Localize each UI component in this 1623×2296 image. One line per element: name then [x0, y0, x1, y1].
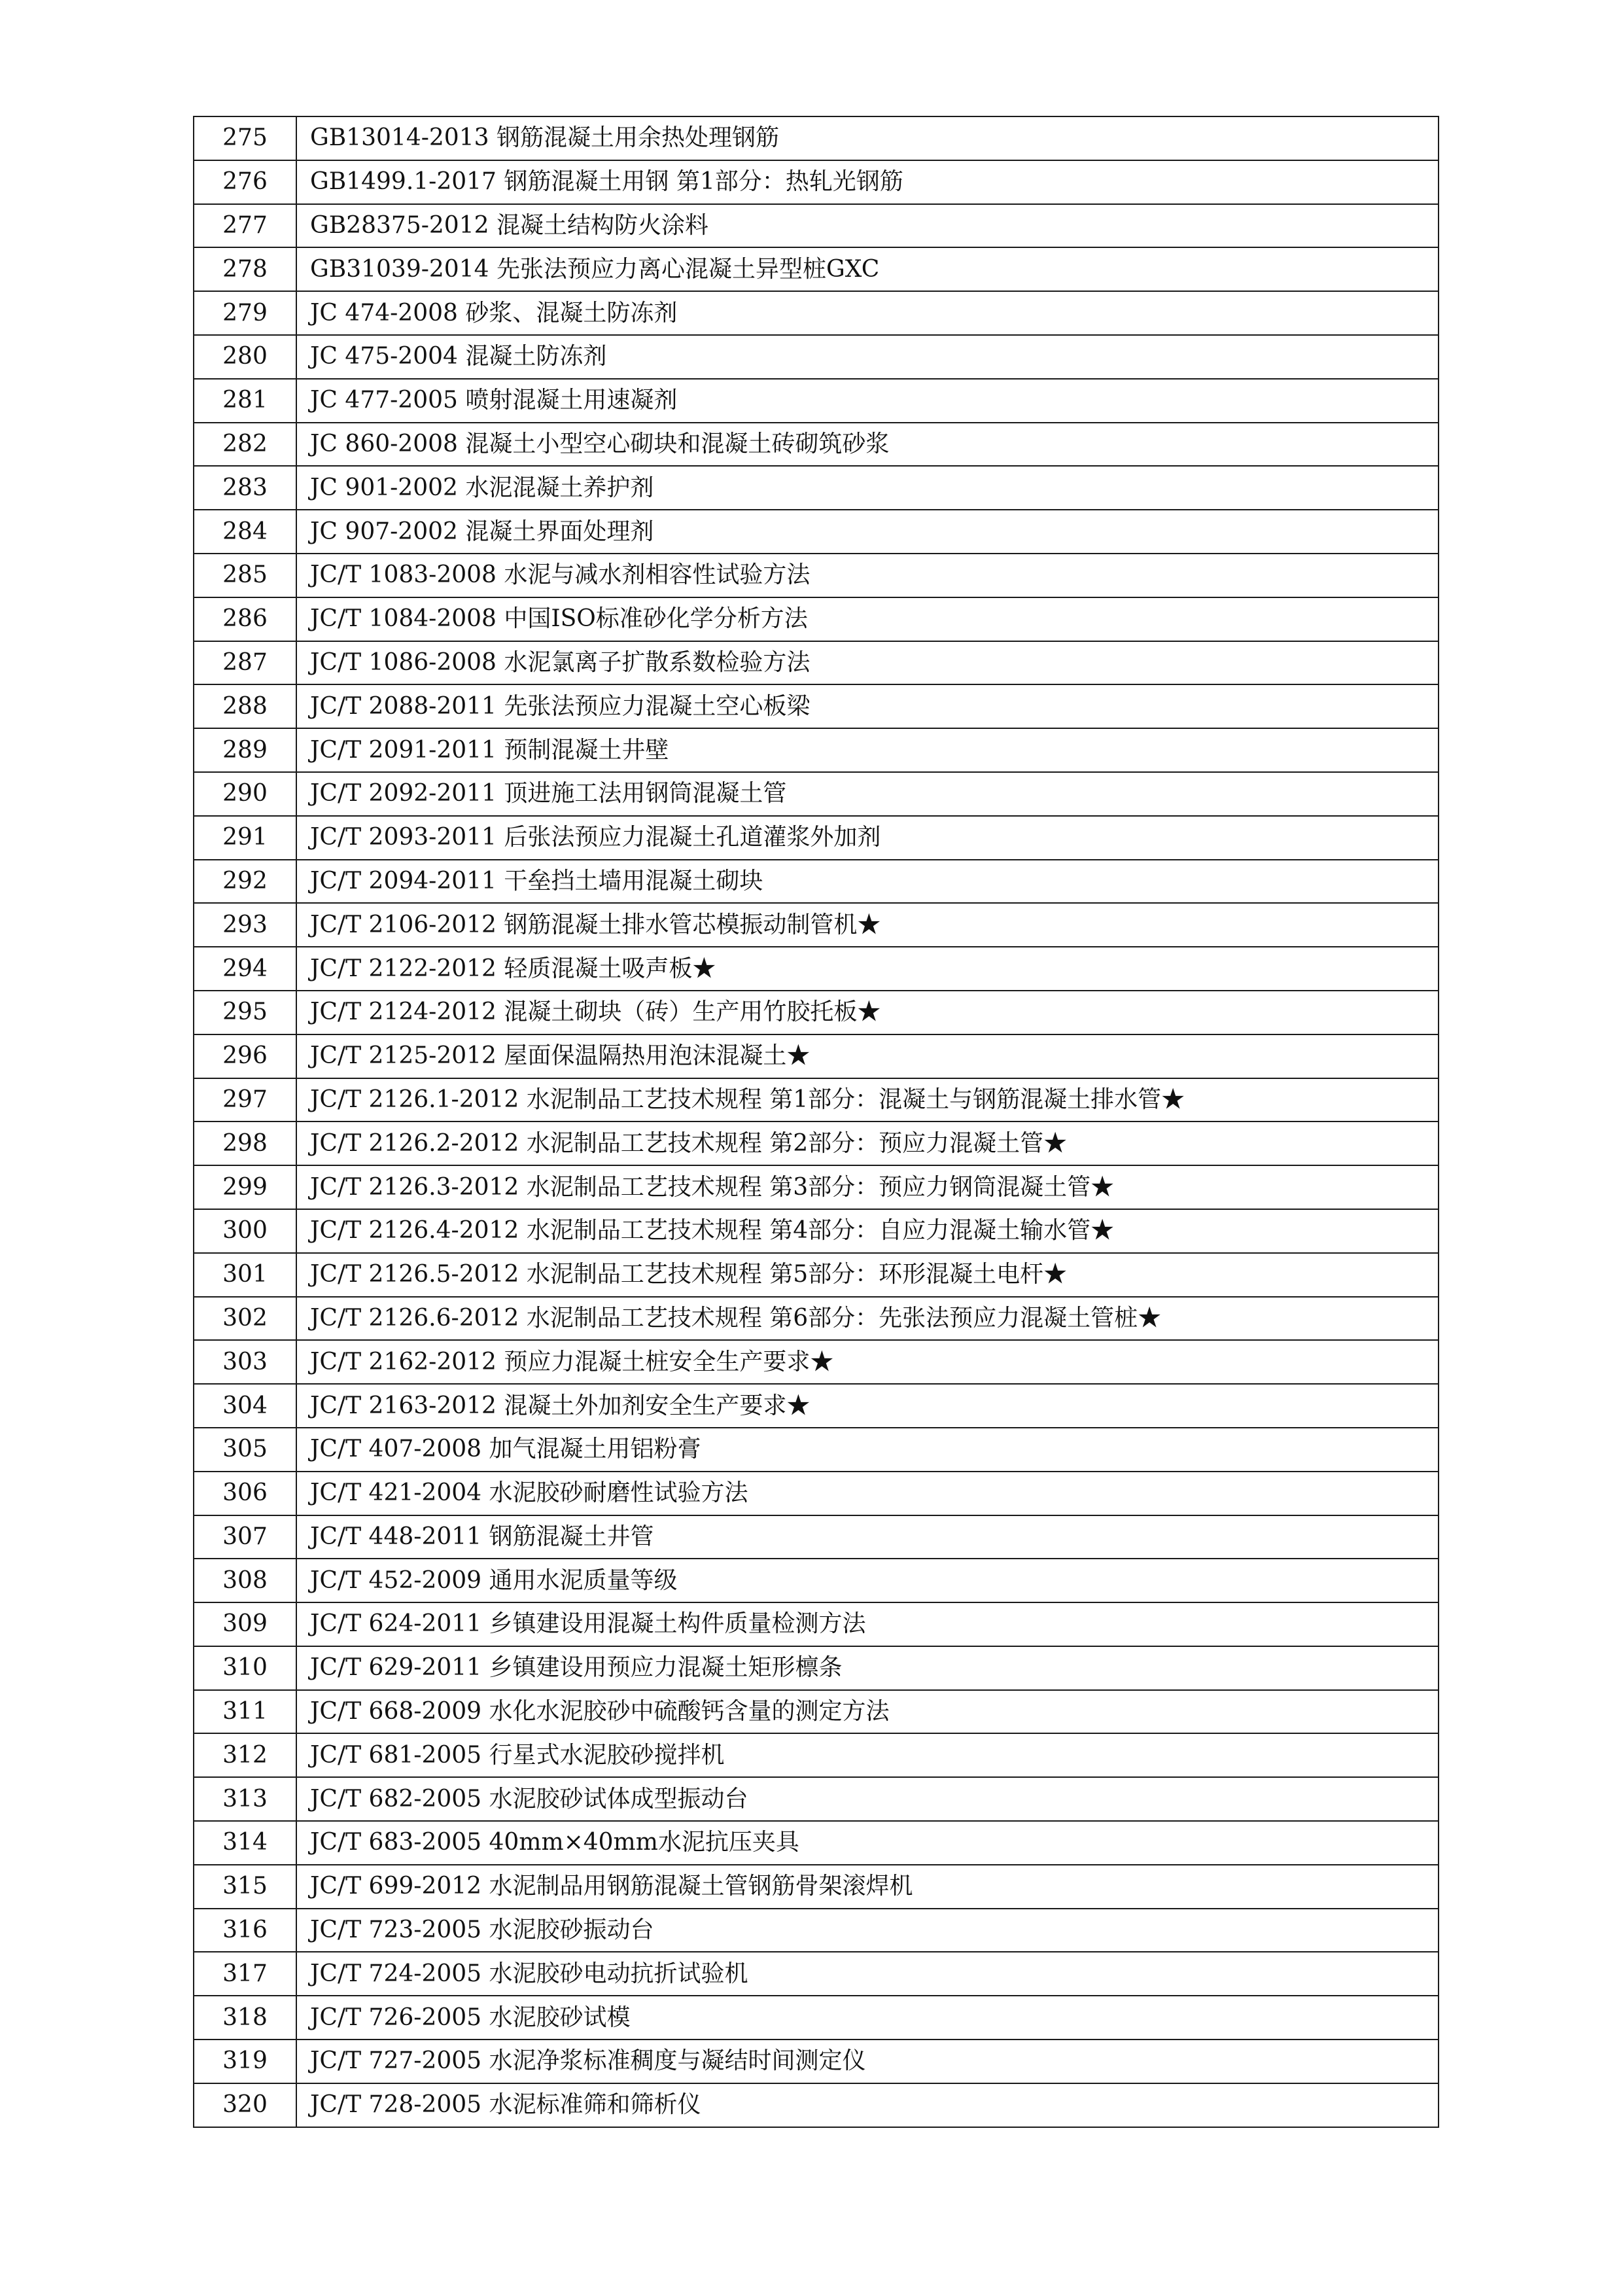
- table-row: [194, 1253, 1439, 1297]
- row-number: 292: [194, 860, 296, 904]
- standard-title: JC/T 699-2012 水泥制品用钢筋混凝土管钢筋骨架滚焊机: [296, 1865, 1439, 1909]
- row-number: 300: [194, 1209, 296, 1253]
- standard-title: JC/T 2162-2012 预应力混凝土桩安全生产要求★: [296, 1340, 1439, 1384]
- standard-title: JC 907-2002 混凝土界面处理剂: [296, 510, 1439, 554]
- standard-title: JC/T 2126.4-2012 水泥制品工艺技术规程 第4部分：自应力混凝土输水管★: [296, 1209, 1439, 1253]
- standard-title: GB31039-2014 先张法预应力离心混凝土异型桩GXC: [296, 247, 1439, 291]
- row-number: 295: [194, 991, 296, 1034]
- table-row: [194, 860, 1439, 904]
- table-row: [194, 423, 1439, 467]
- standard-title: JC/T 2126.5-2012 水泥制品工艺技术规程 第5部分：环形混凝土电杆★: [296, 1253, 1439, 1297]
- table-row: [194, 116, 1439, 160]
- standards-table: [193, 116, 1439, 2128]
- table-row: [194, 1165, 1439, 1209]
- row-number: 308: [194, 1559, 296, 1602]
- table-body: [194, 116, 1439, 2127]
- row-number: 281: [194, 379, 296, 423]
- standard-title: JC/T 2163-2012 混凝土外加剂安全生产要求★: [296, 1384, 1439, 1428]
- standard-title: JC/T 1083-2008 水泥与减水剂相容性试验方法: [296, 554, 1439, 597]
- row-number: 305: [194, 1428, 296, 1472]
- standard-title: GB13014-2013 钢筋混凝土用余热处理钢筋: [296, 116, 1439, 160]
- standard-title: JC/T 2091-2011 预制混凝土井壁: [296, 728, 1439, 772]
- standard-title: JC 475-2004 混凝土防冻剂: [296, 335, 1439, 379]
- row-number: 275: [194, 116, 296, 160]
- standard-title: JC/T 724-2005 水泥胶砂电动抗折试验机: [296, 1952, 1439, 1996]
- standard-title: JC/T 2092-2011 顶进施工法用钢筒混凝土管: [296, 772, 1439, 816]
- table-row: [194, 1122, 1439, 1165]
- row-number: 313: [194, 1777, 296, 1821]
- table-row: [194, 1733, 1439, 1777]
- table-row: [194, 1952, 1439, 1996]
- standard-title: JC 477-2005 喷射混凝土用速凝剂: [296, 379, 1439, 423]
- standard-title: JC/T 727-2005 水泥净浆标准稠度与凝结时间测定仪: [296, 2040, 1439, 2083]
- table-row: [194, 1209, 1439, 1253]
- table-row: [194, 1384, 1439, 1428]
- row-number: 301: [194, 1253, 296, 1297]
- table-row: [194, 728, 1439, 772]
- standard-title: JC/T 2093-2011 后张法预应力混凝土孔道灌浆外加剂: [296, 816, 1439, 860]
- standard-title: JC/T 452-2009 通用水泥质量等级: [296, 1559, 1439, 1602]
- row-number: 287: [194, 641, 296, 685]
- row-number: 283: [194, 466, 296, 510]
- table-row: [194, 1428, 1439, 1472]
- standard-title: JC/T 629-2011 乡镇建设用预应力混凝土矩形檩条: [296, 1646, 1439, 1690]
- row-number: 304: [194, 1384, 296, 1428]
- table-row: [194, 1034, 1439, 1078]
- table-row: [194, 1909, 1439, 1952]
- standard-title: JC/T 723-2005 水泥胶砂振动台: [296, 1909, 1439, 1952]
- standard-title: JC/T 2126.6-2012 水泥制品工艺技术规程 第6部分：先张法预应力混凝土管桩★: [296, 1297, 1439, 1341]
- table-row: [194, 510, 1439, 554]
- table-row: [194, 816, 1439, 860]
- table-row: [194, 466, 1439, 510]
- standard-title: JC/T 624-2011 乡镇建设用混凝土构件质量检测方法: [296, 1602, 1439, 1646]
- row-number: 319: [194, 2040, 296, 2083]
- standard-title: JC/T 2126.2-2012 水泥制品工艺技术规程 第2部分：预应力混凝土管★: [296, 1122, 1439, 1165]
- row-number: 314: [194, 1821, 296, 1865]
- row-number: 289: [194, 728, 296, 772]
- standard-title: JC/T 2126.1-2012 水泥制品工艺技术规程 第1部分：混凝土与钢筋混凝土排水管★: [296, 1078, 1439, 1122]
- table-row: [194, 247, 1439, 291]
- table-row: [194, 597, 1439, 641]
- row-number: 318: [194, 1996, 296, 2040]
- row-number: 306: [194, 1472, 296, 1515]
- table-row: [194, 684, 1439, 728]
- row-number: 286: [194, 597, 296, 641]
- row-number: 315: [194, 1865, 296, 1909]
- row-number: 293: [194, 903, 296, 947]
- row-number: 310: [194, 1646, 296, 1690]
- table-row: [194, 1297, 1439, 1341]
- standard-title: JC/T 421-2004 水泥胶砂耐磨性试验方法: [296, 1472, 1439, 1515]
- standard-title: GB1499.1-2017 钢筋混凝土用钢 第1部分：热轧光钢筋: [296, 160, 1439, 204]
- standard-title: JC/T 2126.3-2012 水泥制品工艺技术规程 第3部分：预应力钢筒混凝土管★: [296, 1165, 1439, 1209]
- standard-title: JC/T 1084-2008 中国ISO标准砂化学分析方法: [296, 597, 1439, 641]
- table-row: [194, 2040, 1439, 2083]
- row-number: 316: [194, 1909, 296, 1952]
- row-number: 278: [194, 247, 296, 291]
- row-number: 303: [194, 1340, 296, 1384]
- row-number: 282: [194, 423, 296, 467]
- table-row: [194, 1690, 1439, 1734]
- table-row: [194, 291, 1439, 335]
- standard-title: JC/T 682-2005 水泥胶砂试体成型振动台: [296, 1777, 1439, 1821]
- table-row: [194, 1472, 1439, 1515]
- table-row: [194, 903, 1439, 947]
- table-row: [194, 947, 1439, 991]
- table-row: [194, 1340, 1439, 1384]
- standard-title: JC/T 726-2005 水泥胶砂试模: [296, 1996, 1439, 2040]
- standard-title: JC 860-2008 混凝土小型空心砌块和混凝土砖砌筑砂浆: [296, 423, 1439, 467]
- table-row: [194, 1821, 1439, 1865]
- table-row: [194, 554, 1439, 597]
- row-number: 284: [194, 510, 296, 554]
- row-number: 290: [194, 772, 296, 816]
- table-row: [194, 772, 1439, 816]
- standard-title: JC/T 2125-2012 屋面保温隔热用泡沫混凝土★: [296, 1034, 1439, 1078]
- standard-title: JC/T 407-2008 加气混凝土用铝粉膏: [296, 1428, 1439, 1472]
- row-number: 277: [194, 204, 296, 248]
- row-number: 312: [194, 1733, 296, 1777]
- row-number: 294: [194, 947, 296, 991]
- row-number: 311: [194, 1690, 296, 1734]
- row-number: 285: [194, 554, 296, 597]
- row-number: 279: [194, 291, 296, 335]
- table-row: [194, 641, 1439, 685]
- standard-title: JC 474-2008 砂浆、混凝土防冻剂: [296, 291, 1439, 335]
- row-number: 296: [194, 1034, 296, 1078]
- table-row: [194, 1996, 1439, 2040]
- standard-title: JC/T 681-2005 行星式水泥胶砂搅拌机: [296, 1733, 1439, 1777]
- table-row: [194, 204, 1439, 248]
- standard-title: JC/T 668-2009 水化水泥胶砂中硫酸钙含量的测定方法: [296, 1690, 1439, 1734]
- standard-title: JC/T 1086-2008 水泥氯离子扩散系数检验方法: [296, 641, 1439, 685]
- table-row: [194, 1646, 1439, 1690]
- table-row: [194, 1865, 1439, 1909]
- table-row: [194, 1777, 1439, 1821]
- table-row: [194, 1559, 1439, 1602]
- row-number: 288: [194, 684, 296, 728]
- standard-title: JC/T 728-2005 水泥标准筛和筛析仪: [296, 2083, 1439, 2127]
- table-row: [194, 1515, 1439, 1559]
- standard-title: GB28375-2012 混凝土结构防火涂料: [296, 204, 1439, 248]
- standard-title: JC/T 448-2011 钢筋混凝土井管: [296, 1515, 1439, 1559]
- standard-title: JC 901-2002 水泥混凝土养护剂: [296, 466, 1439, 510]
- standard-title: JC/T 2106-2012 钢筋混凝土排水管芯模振动制管机★: [296, 903, 1439, 947]
- row-number: 309: [194, 1602, 296, 1646]
- row-number: 276: [194, 160, 296, 204]
- row-number: 297: [194, 1078, 296, 1122]
- row-number: 320: [194, 2083, 296, 2127]
- standard-title: JC/T 2094-2011 干垒挡土墙用混凝土砌块: [296, 860, 1439, 904]
- row-number: 280: [194, 335, 296, 379]
- row-number: 302: [194, 1297, 296, 1341]
- standard-title: JC/T 683-2005 40mm×40mm水泥抗压夹具: [296, 1821, 1439, 1865]
- row-number: 307: [194, 1515, 296, 1559]
- standard-title: JC/T 2122-2012 轻质混凝土吸声板★: [296, 947, 1439, 991]
- table-row: [194, 379, 1439, 423]
- table-row: [194, 160, 1439, 204]
- table-row: [194, 1602, 1439, 1646]
- row-number: 298: [194, 1122, 296, 1165]
- row-number: 291: [194, 816, 296, 860]
- table-row: [194, 1078, 1439, 1122]
- row-number: 317: [194, 1952, 296, 1996]
- standard-title: JC/T 2124-2012 混凝土砌块（砖）生产用竹胶托板★: [296, 991, 1439, 1034]
- row-number: 299: [194, 1165, 296, 1209]
- table-row: [194, 991, 1439, 1034]
- table-row: [194, 2083, 1439, 2127]
- table-row: [194, 335, 1439, 379]
- standard-title: JC/T 2088-2011 先张法预应力混凝土空心板梁: [296, 684, 1439, 728]
